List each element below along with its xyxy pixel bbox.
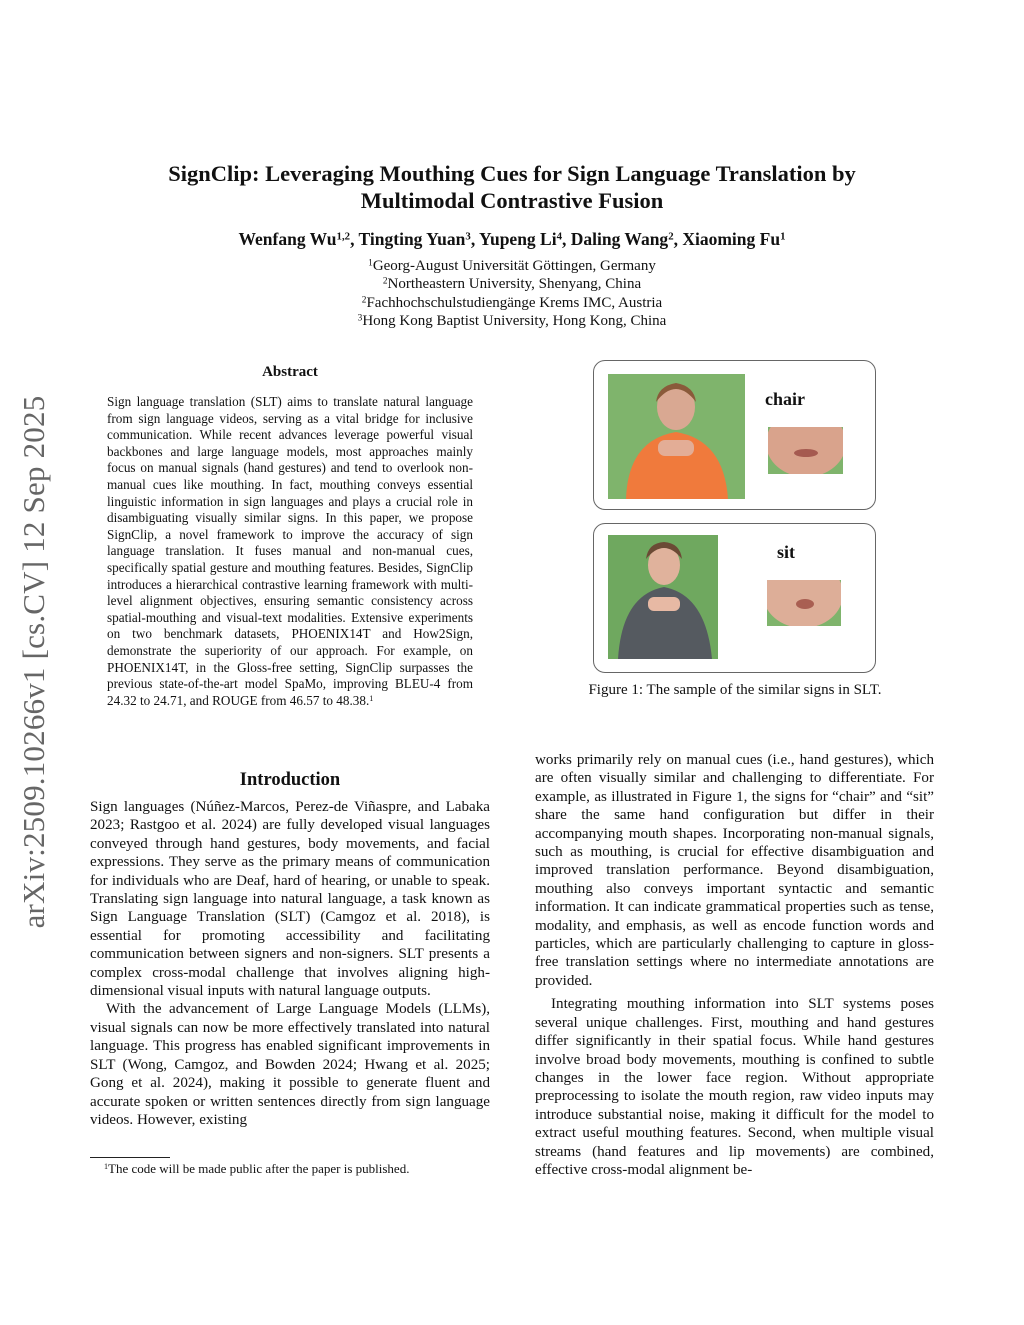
- paragraph: Sign languages (Núñez-Marcos, Perez-de Viñaspre, and Labaka 2023; Rastgoo et al. 2024) are fully developed visual languages conveyed through hand gestures, body movements, and facial expressions. They serve as the primary means of communication for individuals who are Deaf, hard of hearing, or unable to speak. Translating sign language into natural language, a task known as Sign Language Translation (SLT) (Camgoz et al. 2018), is essential for promoting accessibility and facilitating communication between signers and non-signers. SLT presents a complex cross-modal challenge that involves aligning high-dimensional visual inputs with natural language outputs.: [90, 799, 490, 1000]
- abstract-text: Sign language translation (SLT) aims to translate natural language from sign language videos, serving as a vital bridge for inclusive communication. While recent advances leverage powerful visual backbones and large language models, most approaches mainly focus on manual signals (hand gestures) and tend to overlook non-manual cues like mouthing. In fact, mouthing conveys essential linguistic information in sign languages and plays a crucial role in disambiguating visually similar signs. In this paper, we propose SignClip, a novel framework to improve the accuracy of sign language translation. It fuses manual and non-manual cues, specifically spatial gesture and mouthing features. Besides, SignClip introduces a hierarchical contrastive learning framework with multi-level alignment objectives, ensuring semantic consistency across spatial-mouthing and visual-text modalities. Extensive experiments on two benchmark datasets, PHOENIX14T and How2Sign, demonstrate the superiority of our approach. For example, on PHOENIX14T, in the Gloss-free setting, SignClip surpasses the previous state-of-the-art model SpaMo, improving BLEU-4 from 24.32 to 24.71, and ROUGE from 46.57 to 48.38.$^1$: [107, 394, 473, 708]
- affiliation-list: [0, 257, 1024, 331]
- author-name: Yupeng Li: [478, 229, 557, 249]
- author-name: Wenfang Wu: [238, 229, 337, 249]
- mouth-illustration: [767, 580, 841, 626]
- paragraph: Integrating mouthing information into SLT systems poses several unique challenges. First, mouthing and hand gestures differ significantly in their spatial focus. While hand gestures involve broad body movements, mouthing is confined to subtle changes in the lower face region. Without appropriate preprocessing to isolate the mouth region, raw video inputs may introduce substantial noise, making it difficult for the model to extract useful mouthing features. Second, when multiple visual streams (hand features and lip movements) are combined, effective cross-modal alignment be-: [535, 996, 934, 1178]
- right-column-body: [535, 751, 934, 1179]
- affiliation: $^3$Hong Kong Baptist University, Hong Kong, China: [357, 313, 667, 330]
- affiliation: $^2$Fachhochschulstudiengänge Krems IMC, Austria: [361, 294, 663, 311]
- author-list: Wenfang Wu$^{1,2}$, Tingting Yuan$^3$, Yupeng Li$^4$, Daling Wang$^2$, Xiaoming Fu$^1$: [238, 229, 786, 249]
- mouth-crop: [767, 580, 841, 626]
- abstract-heading: Abstract: [262, 364, 318, 380]
- author-sup: 1: [780, 230, 786, 243]
- paper-title: [0, 160, 1024, 214]
- left-column-body: [90, 798, 490, 1129]
- figure-panel-chair: [593, 360, 876, 510]
- figure-1: [593, 360, 876, 672]
- signer-photo: [608, 535, 718, 659]
- signer-illustration: [608, 374, 745, 499]
- title-line-1: SignClip: Leveraging Mouthing Cues for Sign Language Translation by: [168, 161, 856, 186]
- author-sup: 2: [668, 230, 674, 243]
- arxiv-identifier: arXiv:2509.10266v1 [cs.CV] 12 Sep 2025: [16, 395, 51, 929]
- footnote-marker: 1: [369, 693, 374, 703]
- author-name: Xiaoming Fu: [682, 229, 781, 249]
- signer-photo: [608, 374, 745, 499]
- paragraph: works primarily rely on manual cues (i.e., hand gestures), which are often visually similar and challenging to differentiate. For example, as illustrated in Figure 1, the signs for “chair” and “sit” share the same hand configuration but differ in their accompanying mouth shapes. Incorporating non-manual signals, such as mouthing, is crucial for effective disambiguation and improved translation performance. Beyond disambiguation, mouthing also conveys important syntactic and semantic information. It can indicate grammatical properties such as tense, modality, and emphasis, as well as encode function words and particles, which are particularly challenging to capture in gloss-free translation settings where no intermediate annotations are provided.: [535, 752, 934, 989]
- paragraph: With the advancement of Large Language Models (LLMs), visual signals can now be more effectively translated into natural language. This progress has enabled significant improvements in SLT (Wong, Camgoz, and Bowden 2024; Hwang et al. 2025; Gong et al. 2024), making it possible to generate fluent and accurate spoken or written sentences directly from sign language videos. However, existing: [90, 1001, 490, 1128]
- footnote-divider: [90, 1157, 170, 1158]
- author-sup: 3: [465, 230, 471, 243]
- mouth-crop: [768, 427, 843, 474]
- footnote: $^1$The code will be made public after the paper is published.: [104, 1161, 410, 1176]
- gloss-label-chair: chair: [765, 389, 805, 409]
- gloss-label-sit: sit: [777, 542, 795, 562]
- mouth-illustration: [768, 427, 843, 474]
- figure-panel-sit: [593, 523, 876, 673]
- author-sup: 1,2: [336, 230, 351, 243]
- figure-caption: Figure 1: The sample of the similar signs in SLT.: [588, 682, 882, 698]
- arxiv-sidebar: [4, 370, 64, 955]
- section-heading-introduction: Introduction: [239, 770, 341, 790]
- title-line-2: Multimodal Contrastive Fusion: [360, 188, 664, 213]
- author-name: Tingting Yuan: [358, 229, 466, 249]
- author-name: Daling Wang: [570, 229, 669, 249]
- affiliation: $^1$Georg-August Universität Göttingen, Germany: [368, 258, 656, 274]
- signer-illustration: [608, 535, 718, 659]
- affiliation: $^2$Northeastern University, Shenyang, China: [382, 276, 642, 293]
- author-sup: 4: [556, 230, 563, 243]
